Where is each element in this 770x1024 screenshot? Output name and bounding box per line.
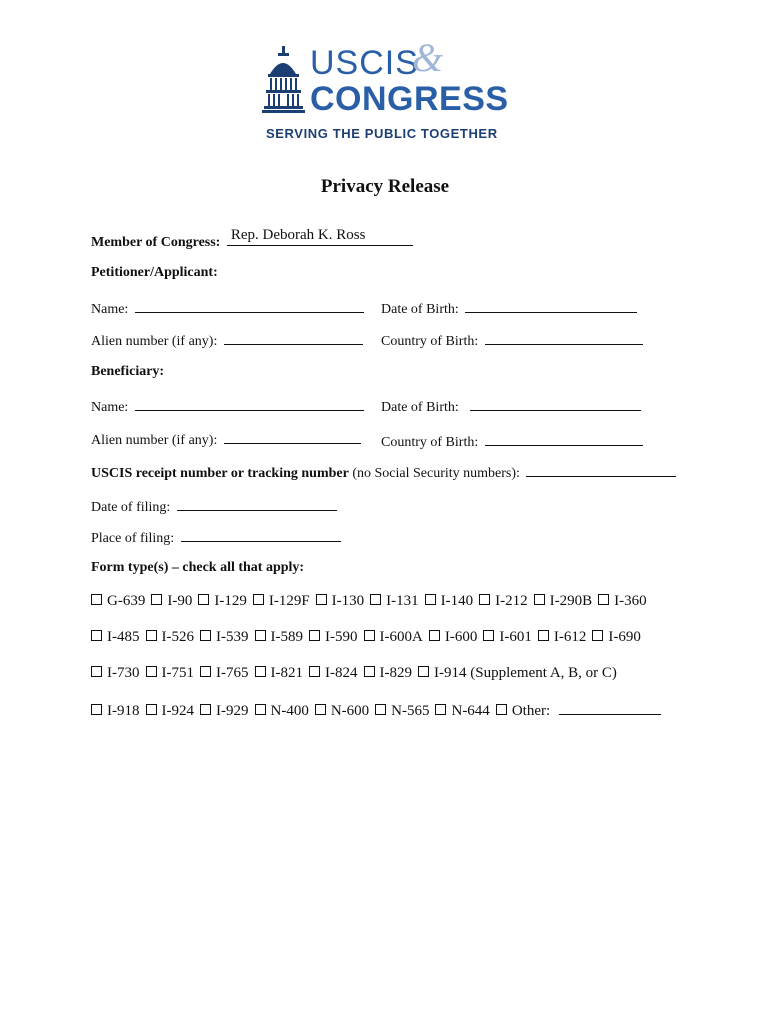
form-type-label: I-829 xyxy=(379,665,412,681)
place-filing-label: Place of filing: xyxy=(91,531,175,546)
beneficiary-alien-row xyxy=(91,429,361,449)
form-type-option[interactable] xyxy=(316,593,365,609)
date-filing-field[interactable] xyxy=(177,496,337,511)
form-type-label: I-601 xyxy=(499,629,532,645)
form-type-label: I-90 xyxy=(167,593,193,609)
form-type-option[interactable] xyxy=(309,665,358,681)
checkbox[interactable] xyxy=(91,666,102,677)
form-type-label: I-140 xyxy=(440,593,474,609)
form-row-3 xyxy=(91,664,623,682)
form-type-option[interactable] xyxy=(429,629,478,645)
date-filing-row xyxy=(91,496,337,516)
form-type-label: I-526 xyxy=(161,629,194,645)
checkbox[interactable] xyxy=(309,630,320,641)
form-type-option[interactable] xyxy=(538,629,587,645)
form-type-option[interactable] xyxy=(375,703,429,719)
receipt-label: USCIS receipt number or tracking number xyxy=(91,466,349,481)
member-field[interactable] xyxy=(227,227,413,246)
beneficiary-country-row xyxy=(381,431,643,451)
logo-ampersand: & xyxy=(412,35,444,80)
form-type-label: I-129F xyxy=(268,593,310,609)
checkbox[interactable] xyxy=(418,666,429,677)
form-types-heading: Form type(s) – check all that apply: xyxy=(91,560,305,575)
form-type-option[interactable] xyxy=(435,703,489,719)
form-type-option[interactable] xyxy=(200,629,249,645)
petitioner-country-row xyxy=(381,330,643,350)
form-type-option[interactable] xyxy=(91,593,145,609)
form-type-label: I-918 xyxy=(107,703,140,719)
checkbox[interactable] xyxy=(253,594,264,605)
checkbox[interactable] xyxy=(429,630,440,641)
checkbox[interactable] xyxy=(370,594,381,605)
checkbox[interactable] xyxy=(479,594,490,605)
form-type-label: I-765 xyxy=(216,665,249,681)
form-type-label: I-212 xyxy=(495,593,528,609)
petitioner-country-label: Country of Birth: xyxy=(381,334,479,349)
petitioner-dob-row xyxy=(381,298,637,318)
checkbox[interactable] xyxy=(496,704,507,715)
place-filing-row xyxy=(91,527,341,547)
petitioner-alien-row xyxy=(91,330,363,350)
petitioner-country-field[interactable] xyxy=(485,330,643,345)
form-type-label: I-924 xyxy=(161,703,194,719)
beneficiary-dob-row xyxy=(381,396,641,416)
form-type-option[interactable] xyxy=(315,703,369,719)
form-type-option[interactable] xyxy=(198,593,247,609)
beneficiary-name-row xyxy=(91,396,364,416)
checkbox[interactable] xyxy=(255,666,266,677)
form-type-option[interactable] xyxy=(364,665,413,681)
logo-tagline: SERVING THE PUBLIC TOGETHER xyxy=(266,126,498,141)
form-type-label: I-539 xyxy=(216,629,249,645)
checkbox[interactable] xyxy=(598,594,609,605)
form-type-label: I-589 xyxy=(270,629,303,645)
logo-uscis-text: USCIS xyxy=(310,44,419,82)
checkbox[interactable] xyxy=(91,594,102,605)
form-type-label: I-914 (Supplement A, B, or C) xyxy=(434,665,617,681)
checkbox[interactable] xyxy=(255,704,266,715)
form-type-label: I-485 xyxy=(107,629,140,645)
form-type-label: I-590 xyxy=(325,629,358,645)
logo-congress-text: CONGRESS xyxy=(310,80,509,118)
form-type-label: N-644 xyxy=(451,703,490,719)
uscis-congress-logo xyxy=(262,35,512,144)
checkbox[interactable] xyxy=(309,666,320,677)
form-type-option[interactable] xyxy=(370,593,419,609)
checkbox[interactable] xyxy=(364,630,375,641)
form-type-option[interactable] xyxy=(91,665,140,681)
form-type-label: N-600 xyxy=(330,703,370,719)
form-row-2 xyxy=(91,628,647,646)
form-type-label: Other: xyxy=(511,703,551,719)
form-type-option[interactable] xyxy=(253,593,310,609)
form-type-option[interactable] xyxy=(146,703,195,719)
form-type-label: I-730 xyxy=(107,665,140,681)
form-type-option[interactable] xyxy=(146,665,195,681)
beneficiary-name-label: Name: xyxy=(91,400,129,415)
checkbox[interactable] xyxy=(592,630,603,641)
beneficiary-alien-label: Alien number (if any): xyxy=(91,433,218,448)
form-type-option[interactable] xyxy=(255,665,304,681)
checkbox[interactable] xyxy=(315,704,326,715)
petitioner-dob-field[interactable] xyxy=(465,298,637,313)
receipt-row xyxy=(91,462,676,482)
petitioner-name-label: Name: xyxy=(91,302,129,317)
form-type-option[interactable] xyxy=(479,593,528,609)
petitioner-name-row xyxy=(91,298,364,318)
form-type-option[interactable] xyxy=(598,593,647,609)
beneficiary-heading: Beneficiary: xyxy=(91,364,165,379)
other-form-field[interactable] xyxy=(559,700,661,715)
checkbox[interactable] xyxy=(435,704,446,715)
form-type-label: I-612 xyxy=(553,629,587,645)
checkbox[interactable] xyxy=(425,594,436,605)
checkbox[interactable] xyxy=(316,594,327,605)
place-filing-field[interactable] xyxy=(181,527,341,542)
checkbox[interactable] xyxy=(255,630,266,641)
checkbox[interactable] xyxy=(375,704,386,715)
checkbox[interactable] xyxy=(534,594,545,605)
form-type-option[interactable] xyxy=(255,629,304,645)
form-type-label: I-360 xyxy=(614,593,647,609)
date-filing-label: Date of filing: xyxy=(91,500,171,515)
form-type-option[interactable] xyxy=(146,629,195,645)
checkbox[interactable] xyxy=(146,666,157,677)
form-type-option[interactable] xyxy=(425,593,474,609)
beneficiary-country-label: Country of Birth: xyxy=(381,435,479,450)
form-type-label: I-600 xyxy=(444,629,478,645)
form-type-option[interactable] xyxy=(255,703,309,719)
form-type-label: N-565 xyxy=(391,703,430,719)
checkbox[interactable] xyxy=(200,630,211,641)
checkbox[interactable] xyxy=(364,666,375,677)
member-label: Member of Congress: xyxy=(91,235,221,250)
form-type-label: I-821 xyxy=(270,665,303,681)
beneficiary-country-field[interactable] xyxy=(485,431,643,446)
beneficiary-alien-field[interactable] xyxy=(224,429,361,444)
checkbox[interactable] xyxy=(483,630,494,641)
receipt-note: (no Social Security numbers): xyxy=(352,466,520,481)
form-type-option[interactable] xyxy=(483,629,532,645)
form-type-label: G-639 xyxy=(107,593,146,609)
checkbox[interactable] xyxy=(200,666,211,677)
petitioner-heading: Petitioner/Applicant: xyxy=(91,265,218,280)
form-type-option[interactable] xyxy=(151,593,192,609)
form-type-option[interactable] xyxy=(91,703,140,719)
form-row-4 xyxy=(91,700,661,720)
form-type-option[interactable] xyxy=(418,665,617,681)
form-type-label: I-129 xyxy=(214,593,247,609)
checkbox[interactable] xyxy=(91,630,102,641)
form-type-option[interactable] xyxy=(309,629,358,645)
form-type-option[interactable] xyxy=(200,665,249,681)
form-type-label: I-824 xyxy=(325,665,358,681)
checkbox[interactable] xyxy=(538,630,549,641)
checkbox[interactable] xyxy=(91,704,102,715)
checkbox[interactable] xyxy=(151,594,162,605)
petitioner-dob-label: Date of Birth: xyxy=(381,302,459,317)
member-of-congress-row xyxy=(91,227,413,251)
receipt-field[interactable] xyxy=(526,462,676,477)
beneficiary-dob-label: Date of Birth: xyxy=(381,400,459,415)
form-type-label: I-929 xyxy=(216,703,249,719)
page-title: Privacy Release xyxy=(320,176,450,197)
form-type-option[interactable] xyxy=(364,629,423,645)
form-type-label: I-131 xyxy=(386,593,419,609)
form-type-label: I-130 xyxy=(331,593,365,609)
beneficiary-dob-field[interactable] xyxy=(470,396,641,411)
form-type-label: I-690 xyxy=(608,629,641,645)
petitioner-name-field[interactable] xyxy=(135,298,364,313)
form-row-1 xyxy=(91,592,653,610)
form-type-label: N-400 xyxy=(270,703,309,719)
form-type-option[interactable] xyxy=(200,703,249,719)
form-type-label: I-751 xyxy=(161,665,194,681)
form-type-option[interactable] xyxy=(592,629,641,645)
form-type-option[interactable] xyxy=(496,703,550,719)
checkbox[interactable] xyxy=(146,704,157,715)
form-type-option[interactable] xyxy=(534,593,593,609)
petitioner-alien-field[interactable] xyxy=(224,330,363,345)
petitioner-alien-label: Alien number (if any): xyxy=(91,334,218,349)
form-type-option[interactable] xyxy=(91,629,140,645)
form-type-label: I-290B xyxy=(549,593,593,609)
checkbox[interactable] xyxy=(146,630,157,641)
beneficiary-name-field[interactable] xyxy=(135,396,364,411)
member-value: Rep. Deborah K. Ross xyxy=(230,227,366,243)
checkbox[interactable] xyxy=(200,704,211,715)
checkbox[interactable] xyxy=(198,594,209,605)
form-type-label: I-600A xyxy=(379,629,423,645)
